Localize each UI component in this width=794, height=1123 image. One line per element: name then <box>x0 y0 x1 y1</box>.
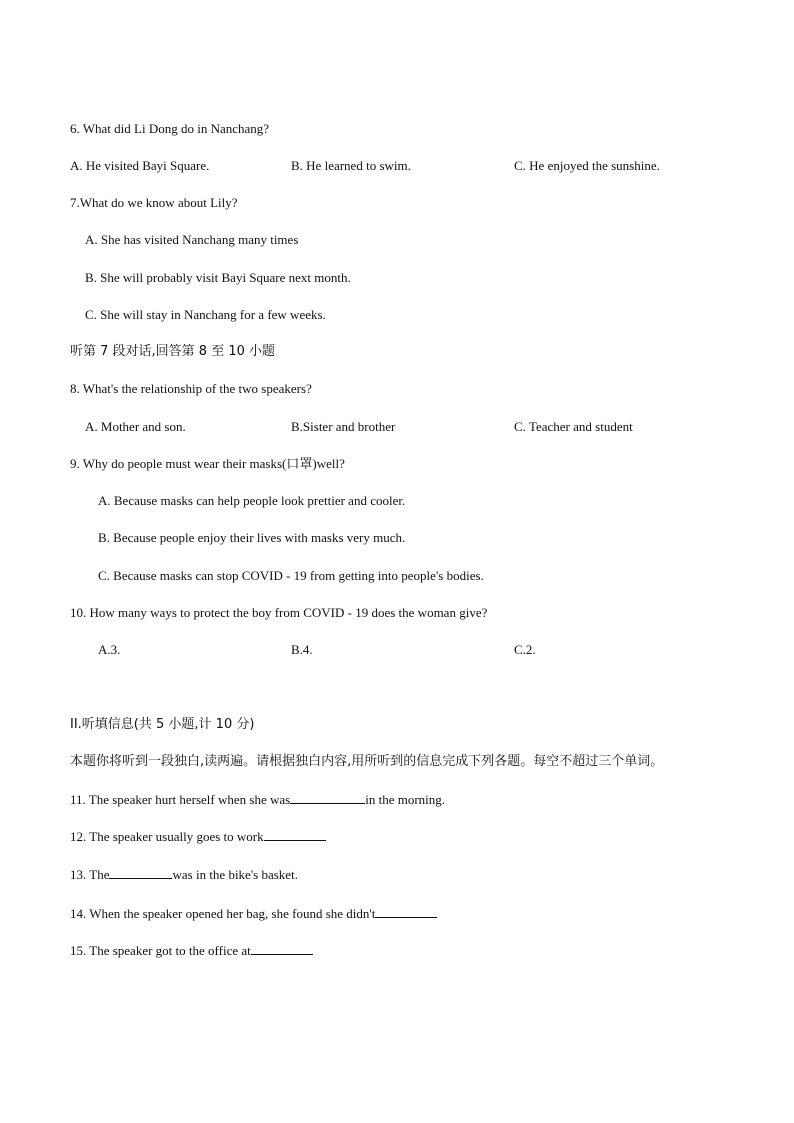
question-8: 8. What's the relationship of the two speakers? <box>70 381 312 396</box>
option-10c: C.2. <box>514 642 536 657</box>
option-6c: C. He enjoyed the sunshine. <box>514 158 660 173</box>
answer-blank-13[interactable] <box>109 866 172 879</box>
question-11 <box>70 791 445 808</box>
part-2-heading: II.听填信息(共 5 小题,计 10 分) <box>70 717 255 732</box>
option-8c: C. Teacher and student <box>514 419 633 434</box>
answer-blank-11[interactable] <box>290 791 365 804</box>
option-6a: A. He visited Bayi Square. <box>70 158 210 173</box>
question-13 <box>70 866 298 883</box>
answer-blank-14[interactable] <box>375 905 437 918</box>
question-9: 9. Why do people must wear their masks(口罩)well? <box>70 456 345 471</box>
answer-blank-15[interactable] <box>251 942 313 955</box>
option-9a: A. Because masks can help people look prettier and cooler. <box>98 493 406 508</box>
option-9c: C. Because masks can stop COVID - 19 from getting into people's bodies. <box>98 568 484 583</box>
option-7c: C. She will stay in Nanchang for a few weeks. <box>85 307 326 322</box>
question-12 <box>70 828 326 845</box>
question-11-text: 11. The speaker hurt herself when she was <box>70 792 291 807</box>
option-8b: B.Sister and brother <box>291 419 396 434</box>
question-15 <box>70 942 313 959</box>
question-13-text: 13. The <box>70 867 110 882</box>
question-13-tail: was in the bike's basket. <box>172 867 298 882</box>
option-9b: B. Because people enjoy their lives with masks very much. <box>98 530 406 545</box>
question-12-text: 12. The speaker usually goes to work <box>70 829 264 844</box>
question-15-text: 15. The speaker got to the office at <box>70 943 251 958</box>
part-2-instruction: 本题你将听到一段独白,读两遍。请根据独白内容,用所听到的信息完成下列各题。每空不超过三个单词。 <box>70 754 664 769</box>
question-11-tail: in the morning. <box>365 792 446 807</box>
option-10b: B.4. <box>291 642 313 657</box>
question-7: 7.What do we know about Lily? <box>70 195 238 210</box>
question-6: 6. What did Li Dong do in Nanchang? <box>70 121 270 136</box>
option-10a: A.3. <box>98 642 121 657</box>
option-8a: A. Mother and son. <box>85 419 186 434</box>
question-10: 10. How many ways to protect the boy from COVID - 19 does the woman give? <box>70 605 488 620</box>
section-7-instruction: 听第 7 段对话,回答第 8 至 10 小题 <box>70 344 276 359</box>
question-14-text: 14. When the speaker opened her bag, she found she didn't <box>70 906 376 921</box>
option-7a: A. She has visited Nanchang many times <box>85 232 299 247</box>
option-6b: B. He learned to swim. <box>291 158 411 173</box>
answer-blank-12[interactable] <box>264 828 326 841</box>
question-14 <box>70 905 437 922</box>
option-7b: B. She will probably visit Bayi Square next month. <box>85 270 351 285</box>
